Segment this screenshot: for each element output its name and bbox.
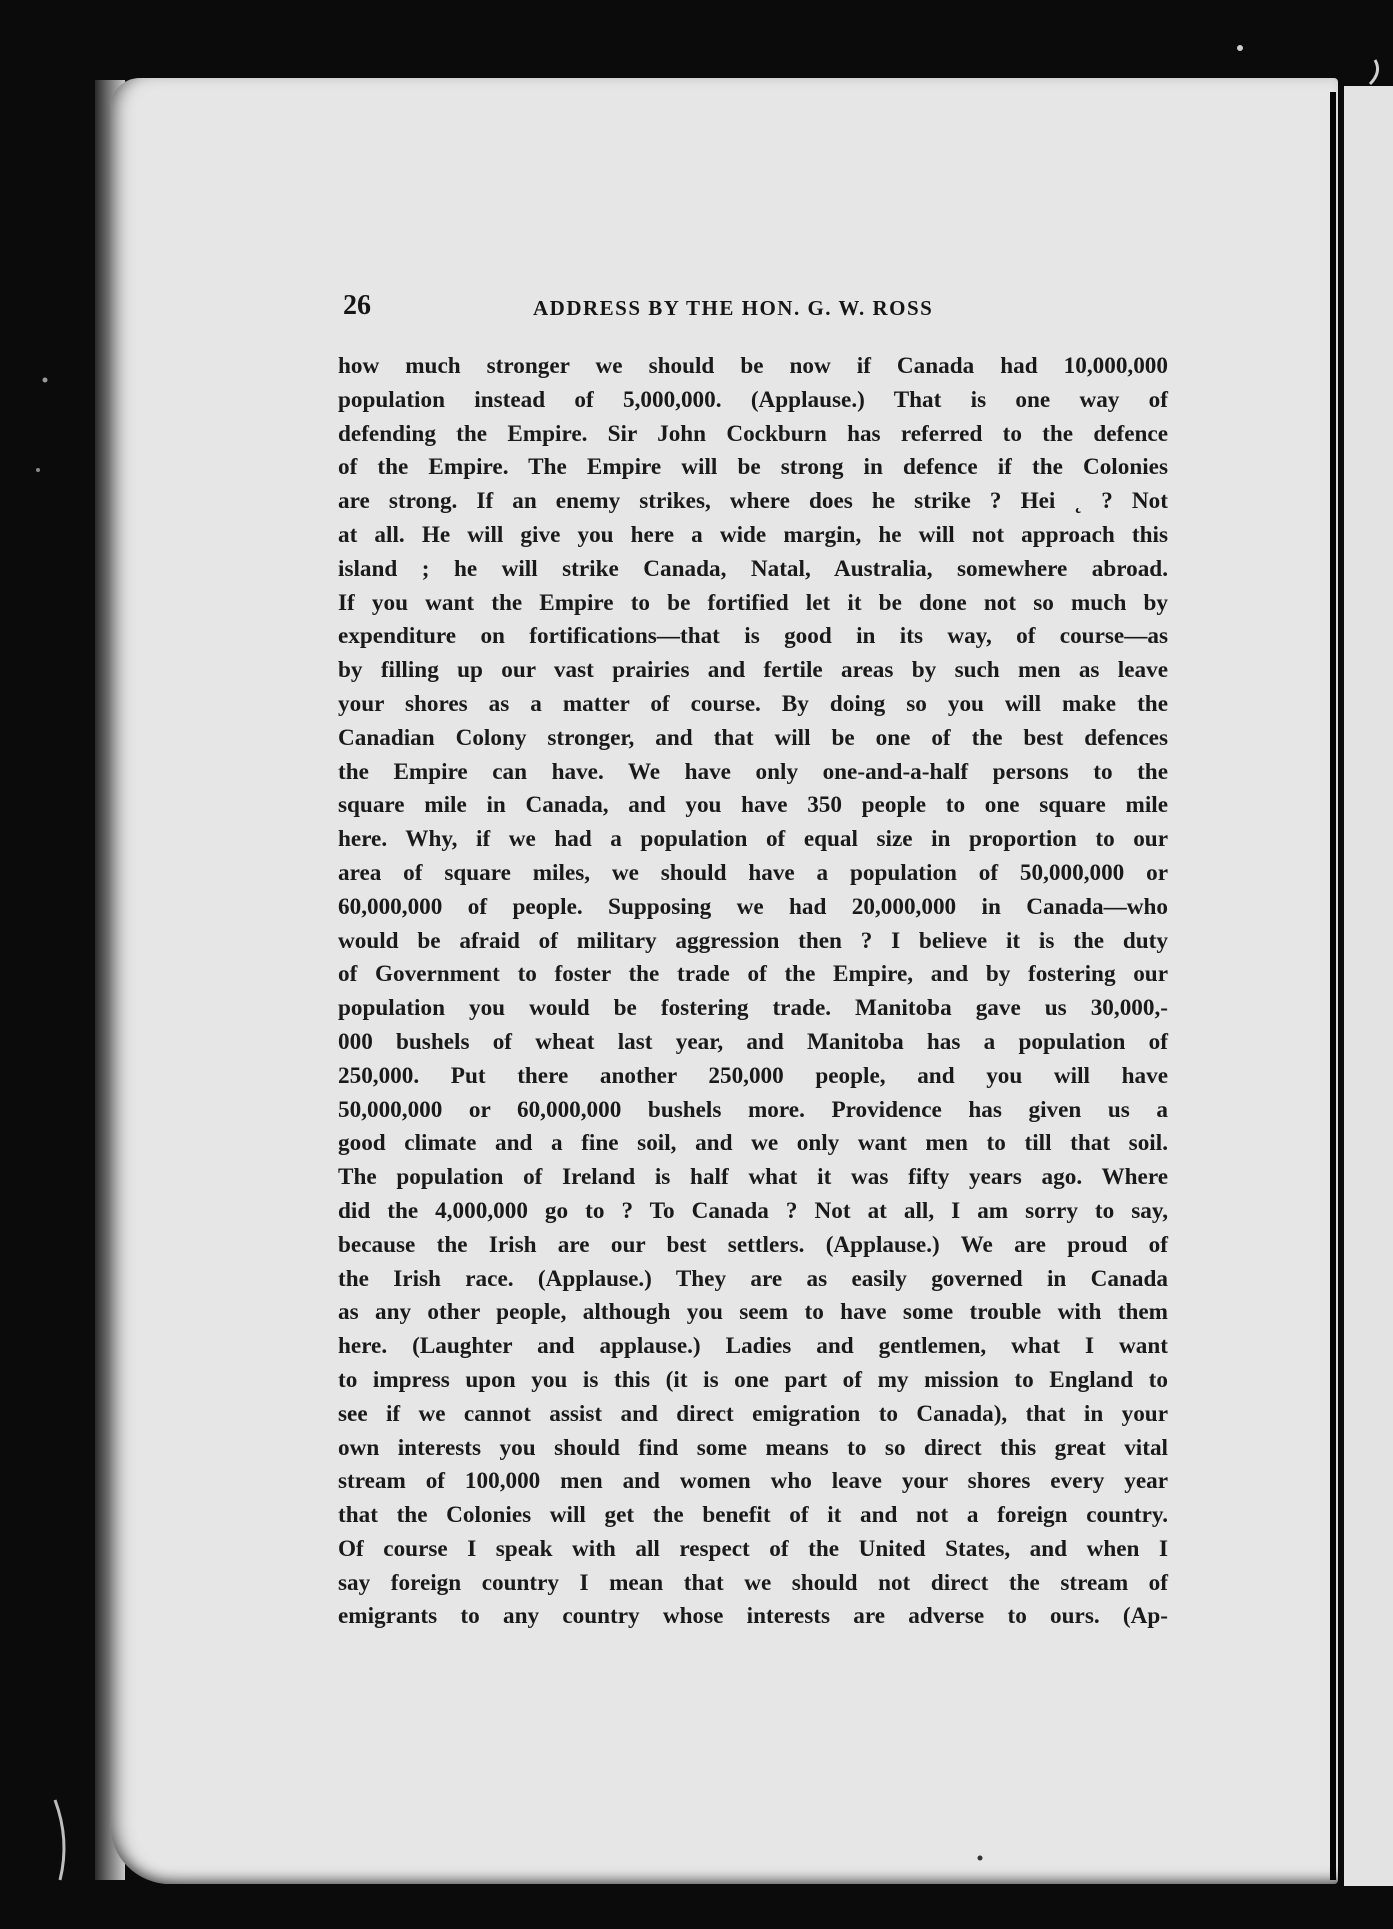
text-line: island ; he will strike Canada, Natal, Australia, somewhere abroad.	[338, 555, 1168, 582]
text-line: how much stronger we should be now if Canada had 10,000,000	[338, 353, 1168, 379]
text-line: emigrants to any country whose interests are adverse to ours. (Ap-	[338, 1603, 1168, 1630]
text-line: by filling up our vast prairies and fertile areas by such men as leave	[338, 657, 1168, 684]
text-line: your shores as a matter of course. By doing so you will make the	[338, 690, 1168, 717]
text-line: population you would be fostering trade. Manitoba gave us 30,000,-	[338, 995, 1168, 1022]
text-line: Canadian Colony stronger, and that will be one of the best defences	[338, 724, 1168, 751]
text-line: population instead of 5,000,000. (Applause.) That is one way of	[338, 386, 1168, 413]
text-line: would be afraid of military aggression then ? I believe it is the duty	[338, 927, 1168, 954]
text-line: area of square miles, we should have a population of 50,000,000 or	[338, 859, 1168, 886]
text-line: 000 bushels of wheat last year, and Manitoba has a population of	[338, 1028, 1168, 1055]
text-line: 60,000,000 of people. Supposing we had 20,000,000 in Canada—who	[338, 893, 1168, 920]
text-line: the Empire can have. We have only one-and-a-half persons to the	[338, 758, 1168, 785]
text-line: the Irish race. (Applause.) They are as easily governed in Canada	[338, 1265, 1168, 1292]
text-line: own interests you should find some means to so direct this great vital	[338, 1434, 1168, 1461]
text-line: If you want the Empire to be fortified let it be done not so much by	[338, 589, 1168, 616]
text-line: of Government to foster the trade of the Empire, and by fostering our	[338, 961, 1168, 988]
text-line: stream of 100,000 men and women who leave your shores every year	[338, 1468, 1168, 1495]
text-line: square mile in Canada, and you have 350 people to one square mile	[338, 792, 1168, 819]
text-line: as any other people, although you seem to have some trouble with them	[338, 1299, 1168, 1326]
text-line: here. Why, if we had a population of equal size in proportion to our	[338, 826, 1168, 853]
text-line: at all. He will give you here a wide margin, he will not approach this	[338, 521, 1168, 548]
text-line: here. (Laughter and applause.) Ladies and gentlemen, what I want	[338, 1333, 1168, 1360]
text-line: that the Colonies will get the benefit of it and not a foreign country.	[338, 1502, 1168, 1529]
text-line: did the 4,000,000 go to ? To Canada ? Not at all, I am sorry to say,	[338, 1197, 1168, 1224]
text-line: are strong. If an enemy strikes, where does he strike ? Hei ˛ ? Not	[338, 488, 1168, 515]
text-line: say foreign country I mean that we should not direct the stream of	[338, 1569, 1168, 1596]
running-title: ADDRESS BY THE HON. G. W. ROSS	[533, 296, 934, 320]
text-line: 250,000. Put there another 250,000 people, and you will have	[338, 1062, 1168, 1089]
text-line: see if we cannot assist and direct emigration to Canada), that in your	[338, 1400, 1168, 1427]
text-line: Of course I speak with all respect of the United States, and when I	[338, 1535, 1168, 1562]
text-line: expenditure on fortifications—that is good in its way, of course—as	[338, 623, 1168, 650]
text-line: defending the Empire. Sir John Cockburn has referred to the defence	[338, 420, 1168, 447]
text-line: to impress upon you is this (it is one part of my mission to England to	[338, 1366, 1168, 1393]
page-number: 26	[343, 290, 371, 321]
text-line: of the Empire. The Empire will be strong in defence if the Colonies	[338, 454, 1168, 481]
text-line: good climate and a fine soil, and we only want men to till that soil.	[338, 1130, 1168, 1157]
text-line: The population of Ireland is half what it was fifty years ago. Where	[338, 1164, 1168, 1191]
text-line: 50,000,000 or 60,000,000 bushels more. Providence has given us a	[338, 1096, 1168, 1123]
text-line: because the Irish are our best settlers. (Applause.) We are proud of	[338, 1231, 1168, 1258]
